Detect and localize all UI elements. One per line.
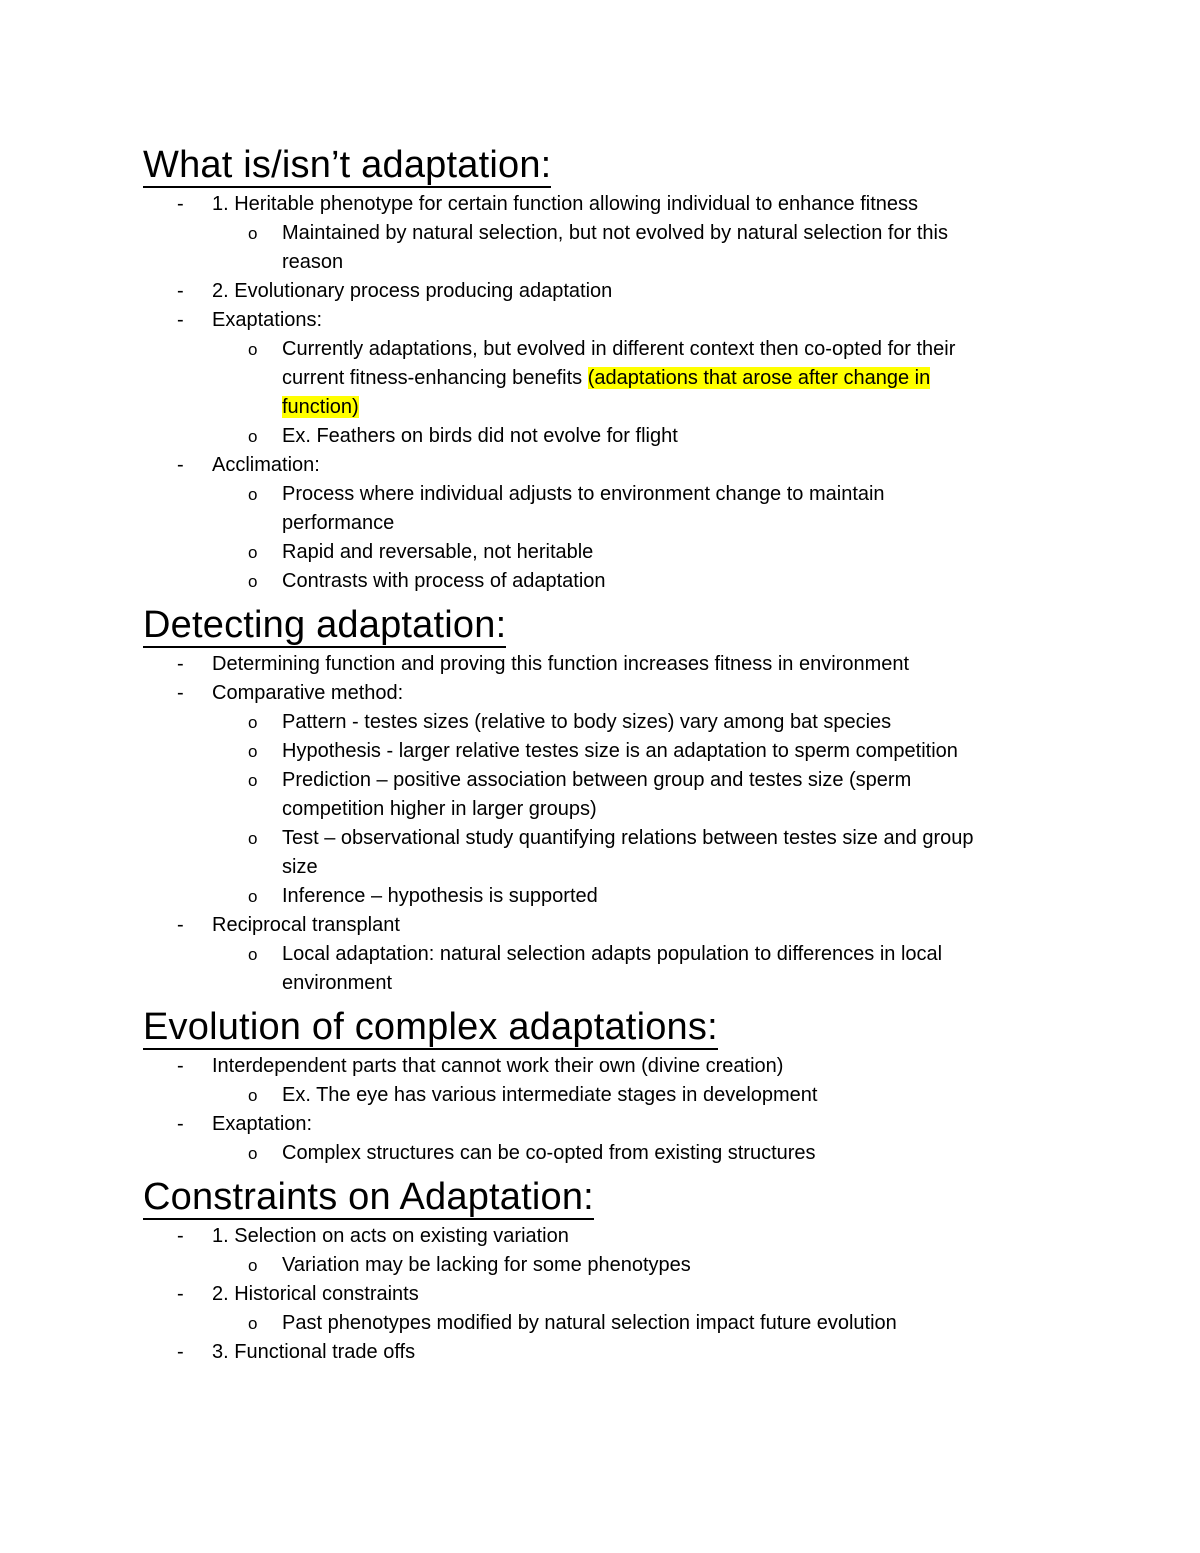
sub-list-item: [212, 708, 1112, 737]
dash-bullet: -: [177, 1113, 184, 1135]
list-item-text: 1. Heritable phenotype for certain function allowing individual to enhance fitness: [212, 193, 918, 215]
sub-list: [212, 1081, 1200, 1110]
dash-bullet: -: [177, 1341, 184, 1363]
sub-item-text-cont: performance: [282, 512, 395, 534]
circle-bullet: o: [248, 1314, 258, 1333]
bullet-list: [143, 650, 1200, 998]
list-item-text: Determining function and proving this function increases fitness in environment: [212, 653, 910, 675]
sub-item-text: Local adaptation: natural selection adapts population to differences in local: [282, 943, 943, 965]
sub-list: [212, 1251, 1200, 1280]
list-item: [143, 1222, 1200, 1280]
section-constraints-on-adaptation: [143, 1178, 1200, 1367]
list-item-text: 2. Historical constraints: [212, 1283, 419, 1305]
sub-item-text-cont: [282, 393, 1112, 422]
sub-item-text: Ex. Feathers on birds did not evolve for flight: [282, 425, 678, 447]
sub-list: [212, 1309, 1200, 1338]
circle-bullet: o: [248, 742, 258, 761]
circle-bullet: o: [248, 485, 258, 504]
sub-item-text: Complex structures can be co-opted from existing structures: [282, 1142, 816, 1164]
sub-item-text: Hypothesis - larger relative testes size is an adaptation to sperm competition: [282, 740, 958, 762]
list-item: [143, 1338, 1200, 1367]
sub-item-text: Prediction – positive association between group and testes size (sperm: [282, 769, 912, 791]
dash-bullet: -: [177, 454, 184, 476]
list-item-text: 1. Selection on acts on existing variation: [212, 1225, 569, 1247]
highlighted-text: (adaptations that arose after change in: [587, 367, 931, 389]
dash-bullet: -: [177, 914, 184, 936]
list-item: [143, 650, 1200, 679]
circle-bullet: o: [248, 1086, 258, 1105]
list-item-text: 3. Functional trade offs: [212, 1341, 416, 1363]
sub-list-item: [212, 480, 1112, 538]
list-item: [143, 451, 1200, 596]
dash-bullet: -: [177, 1225, 184, 1247]
bullet-list: [143, 1222, 1200, 1367]
sub-list: [212, 335, 1200, 451]
bullet-list: [143, 190, 1200, 596]
sub-list-item: [212, 422, 1112, 451]
sub-list-item: [212, 1251, 1112, 1280]
circle-bullet: o: [248, 572, 258, 591]
sub-list: [212, 1139, 1200, 1168]
list-item-text: 2. Evolutionary process producing adaptation: [212, 280, 613, 302]
list-item-text: Exaptations:: [212, 309, 323, 331]
section-evolution-complex-adaptations: [143, 1008, 1200, 1168]
circle-bullet: o: [248, 1144, 258, 1163]
list-item: [143, 306, 1200, 451]
sub-list-item: [212, 1081, 1112, 1110]
circle-bullet: o: [248, 1256, 258, 1275]
dash-bullet: -: [177, 653, 184, 675]
circle-bullet: o: [248, 340, 258, 359]
circle-bullet: o: [248, 713, 258, 732]
circle-bullet: o: [248, 427, 258, 446]
section-heading: Constraints on Adaptation:: [143, 1176, 594, 1218]
sub-list: [212, 480, 1200, 596]
circle-bullet: o: [248, 887, 258, 906]
list-item: [143, 1110, 1200, 1168]
circle-bullet: o: [248, 829, 258, 848]
sub-list-item: [212, 737, 1112, 766]
sub-list: [212, 708, 1200, 911]
section-heading: Evolution of complex adaptations:: [143, 1006, 718, 1048]
sub-item-text-cont: competition higher in larger groups): [282, 798, 597, 820]
list-item: [143, 277, 1200, 306]
sub-list-item: [212, 766, 1112, 824]
dash-bullet: -: [177, 682, 184, 704]
sub-item-text: Contrasts with process of adaptation: [282, 570, 606, 592]
sub-list-item: [212, 335, 1112, 422]
highlighted-text: function): [282, 396, 359, 418]
list-item: [143, 1280, 1200, 1338]
dash-bullet: -: [177, 1283, 184, 1305]
sub-list-item: [212, 824, 1112, 882]
sub-item-text-cont: reason: [282, 251, 344, 273]
sub-list-item: [212, 219, 1112, 277]
sub-list-item: [212, 1139, 1112, 1168]
dash-bullet: -: [177, 280, 184, 302]
list-item: [143, 190, 1200, 277]
list-item-text: Exaptation:: [212, 1113, 313, 1135]
list-item-text: Reciprocal transplant: [212, 914, 400, 936]
section-heading: What is/isn’t adaptation:: [143, 144, 552, 186]
sub-item-text: Process where individual adjusts to environment change to maintain: [282, 483, 885, 505]
sub-item-text: Test – observational study quantifying relations between testes size and group: [282, 827, 974, 849]
sub-list-item: [212, 1309, 1112, 1338]
section-heading: Detecting adaptation:: [143, 604, 507, 646]
bullet-list: [143, 1052, 1200, 1168]
circle-bullet: o: [248, 945, 258, 964]
sub-item-text: Variation may be lacking for some phenotypes: [282, 1254, 691, 1276]
circle-bullet: o: [248, 224, 258, 243]
sub-item-text-cont: environment: [282, 972, 393, 994]
sub-item-text: Inference – hypothesis is supported: [282, 885, 598, 907]
sub-item-text: Pattern - testes sizes (relative to body sizes) vary among bat species: [282, 711, 892, 733]
section-detecting-adaptation: [143, 606, 1200, 998]
sub-item-text: Ex. The eye has various intermediate stages in development: [282, 1084, 818, 1106]
dash-bullet: -: [177, 193, 184, 215]
sub-item-text-plain: current fitness-enhancing benefits: [282, 367, 588, 389]
sub-item-text: Rapid and reversable, not heritable: [282, 541, 594, 563]
circle-bullet: o: [248, 543, 258, 562]
sub-item-text-cont: size: [282, 856, 318, 878]
dash-bullet: -: [177, 309, 184, 331]
sub-item-text: Maintained by natural selection, but not evolved by natural selection for this: [282, 222, 948, 244]
sub-list: [212, 940, 1200, 998]
dash-bullet: -: [177, 1055, 184, 1077]
list-item: [143, 1052, 1200, 1110]
list-item-text: Comparative method:: [212, 682, 404, 704]
list-item: [143, 679, 1200, 911]
sub-list-item: [212, 940, 1112, 998]
sub-item-text-cont: [282, 364, 1112, 393]
list-item-text: Acclimation:: [212, 454, 320, 476]
sub-item-text: Currently adaptations, but evolved in different context then co-opted for their: [282, 338, 956, 360]
sub-item-text: Past phenotypes modified by natural selection impact future evolution: [282, 1312, 897, 1334]
sub-list-item: [212, 567, 1112, 596]
circle-bullet: o: [248, 771, 258, 790]
section-what-is-adaptation: [143, 146, 1200, 596]
list-item-text: Interdependent parts that cannot work their own (divine creation): [212, 1055, 784, 1077]
sub-list-item: [212, 538, 1112, 567]
list-item: [143, 911, 1200, 998]
sub-list: [212, 219, 1200, 277]
sub-list-item: [212, 882, 1112, 911]
